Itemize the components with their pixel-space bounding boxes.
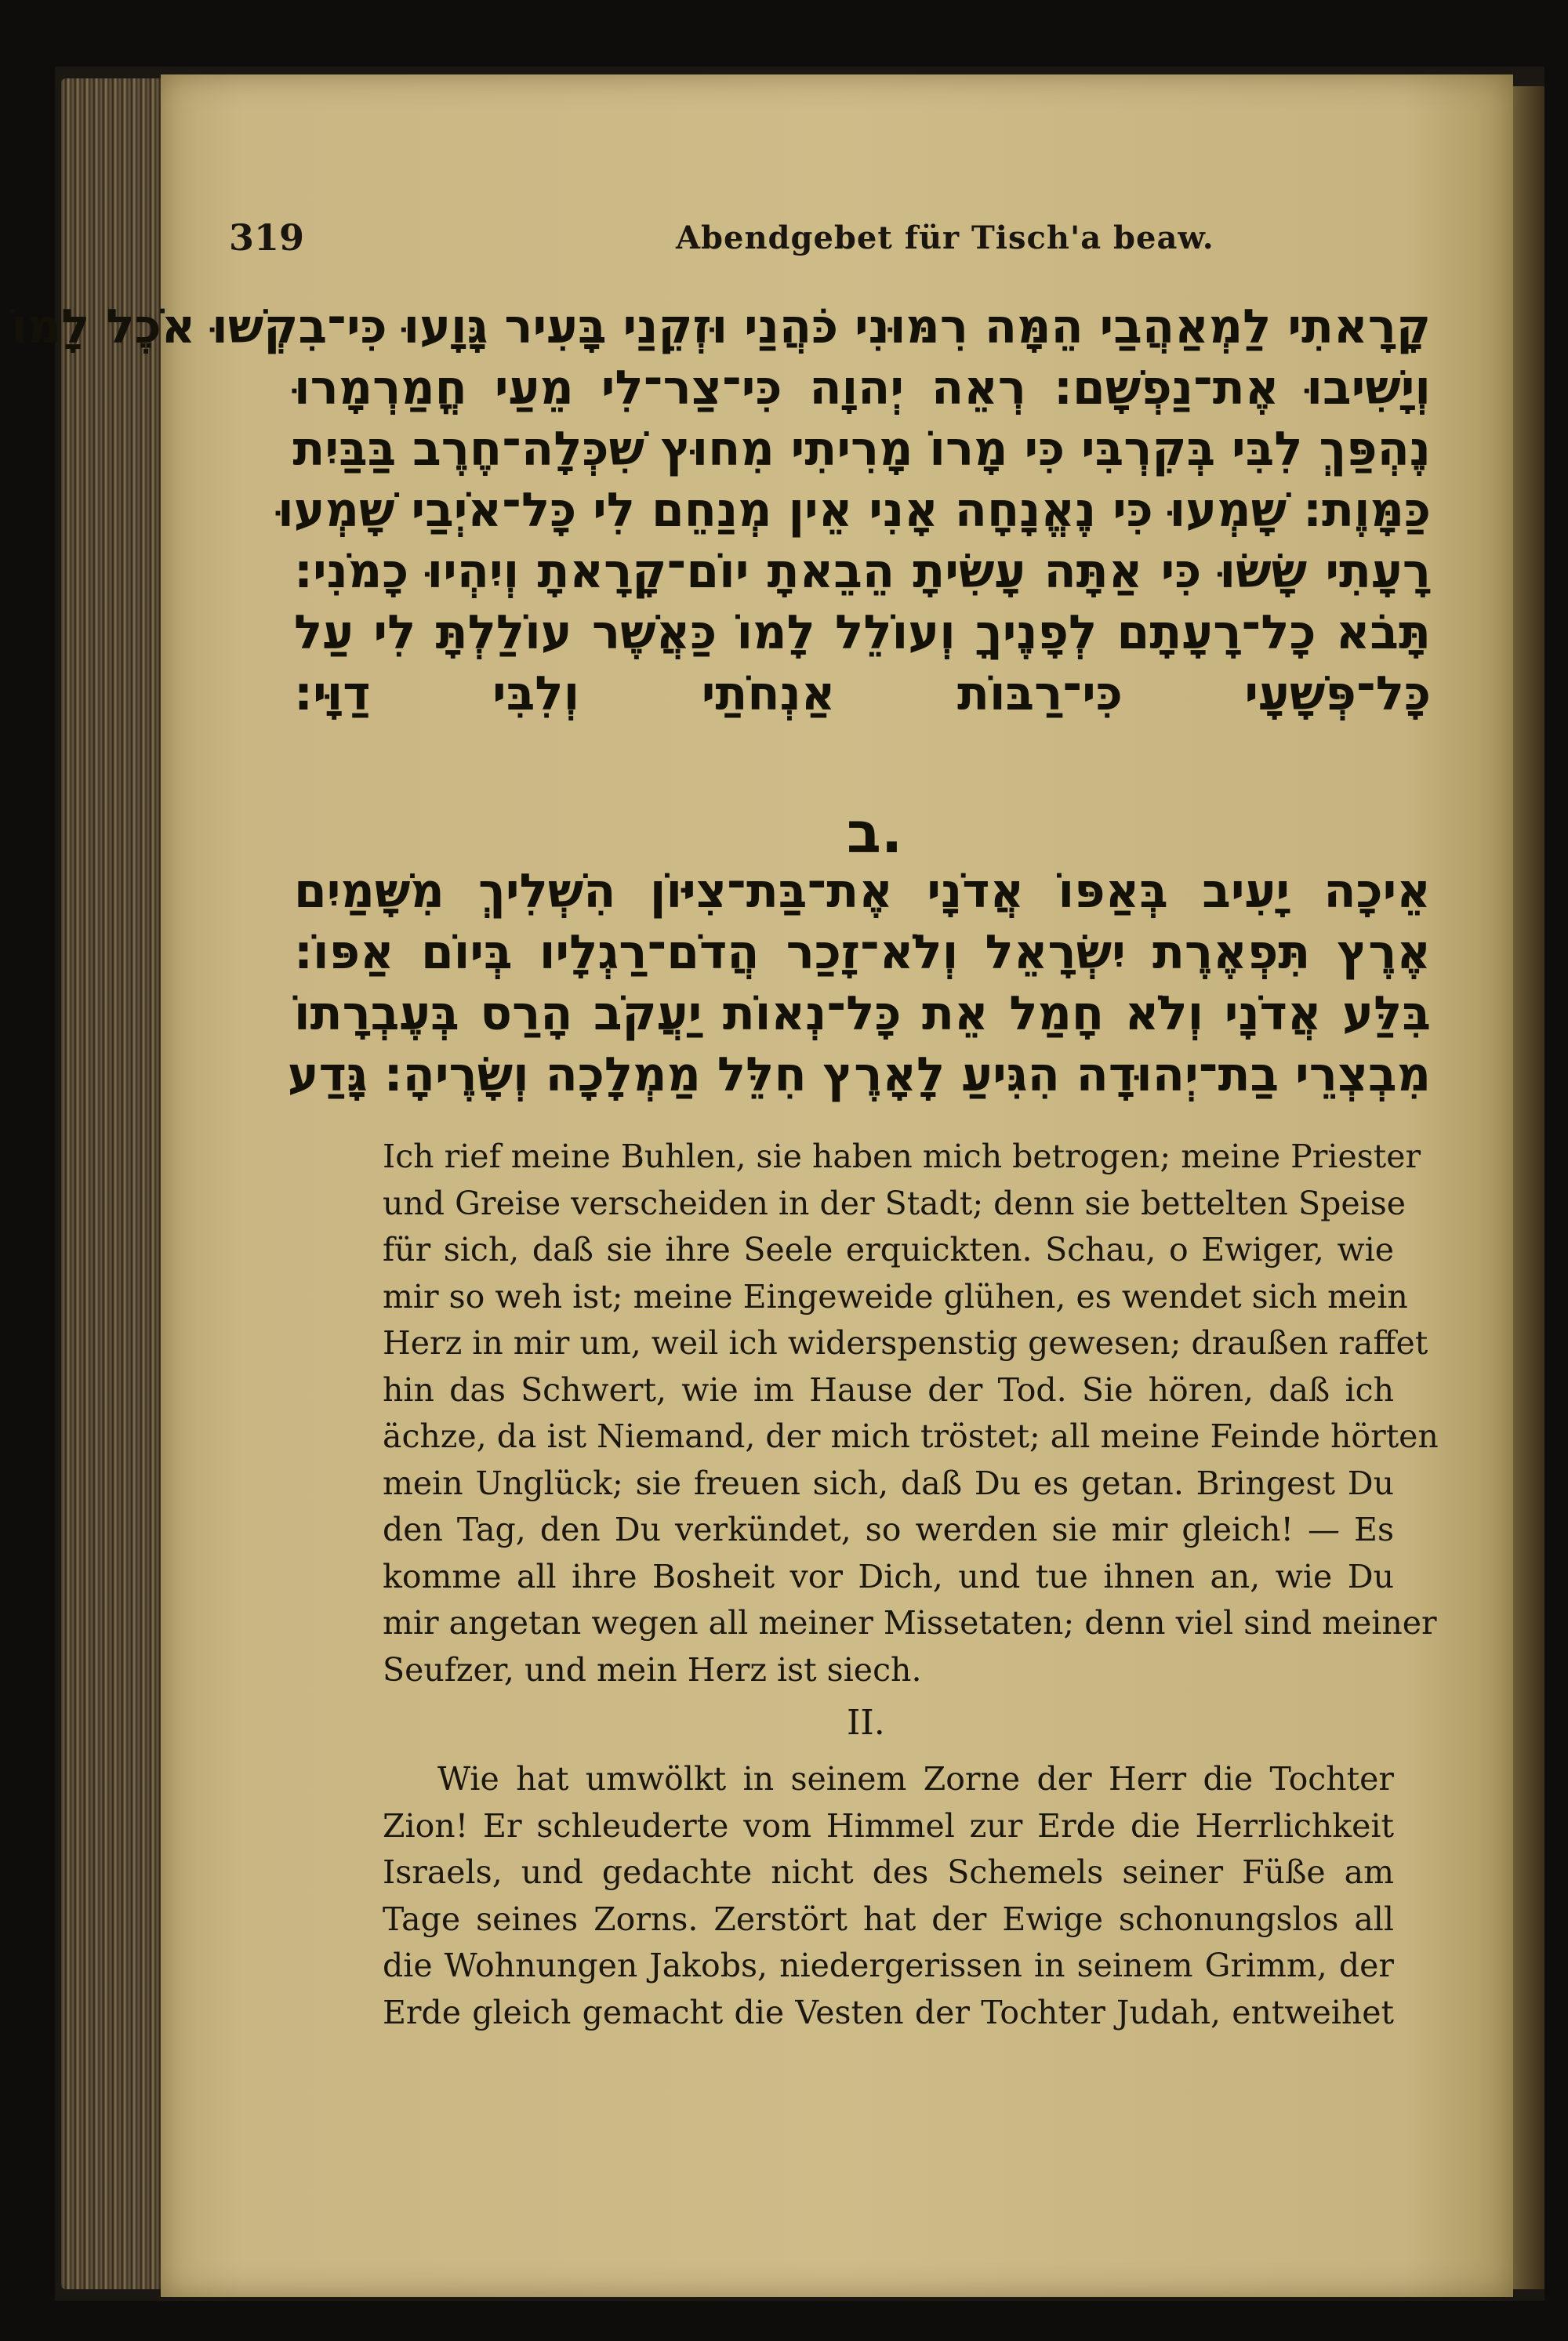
hebrew-line: תָּבֹא כָל־רָעָתָם לְפָנֶיךָ וְעוֹלֵל לָמוֹ כַּאֲשֶׁר עוֹלַלְתָּ לִי עַל: [294, 605, 1431, 660]
hebrew-line: נֶהְפַּךְ לִבִּי בְּקִרְבִּי כִּי מָרוֹ מָרִיתִי מִחוּץ שִׁכְּלָה־חֶרֶב בַּבַּיִת: [292, 422, 1431, 477]
hebrew-text-block-1: [11, 296, 1431, 724]
german-line: den Tag, den Du verkündet, so werden sie mir gleich! — Es: [383, 1511, 1394, 1548]
german-line: Israels, und gedachte nicht des Schemels seiner Füße am: [383, 1853, 1394, 1891]
facing-page-edge: [1513, 86, 1544, 2289]
german-line: ächze, da ist Niemand, der mich tröstet; all meine Feinde hörten: [383, 1417, 1439, 1455]
hebrew-line: רָעָתִי שָׂשׂוּ כִּי אַתָּה עָשִׂיתָ הֵבֵאתָ יוֹם־קָרָאתָ וְיִהְיוּ כָמֹנִי:: [294, 544, 1431, 599]
german-line: Seufzer, und mein Herz ist siech.: [383, 1650, 922, 1689]
german-line: die Wohnungen Jakobs, niedergerissen in seinem Grimm, der: [383, 1947, 1394, 1984]
running-head: Abendgebet für Tisch'a beaw.: [676, 220, 1214, 256]
german-line: Zion! Er schleuderte vom Himmel zur Erde die Herrlichkeit: [383, 1806, 1394, 1845]
hebrew-line: קָרָאתִי לַמְאַהֲבַי הֵמָּה רִמּוּנִי כֹּהֲנַי וּזְקֵנַי בָּעִיר גָּוָעוּ כִּי־בִקְשׁוּ אֹכֶל לָמוֹ: [11, 299, 1431, 354]
german-line: und Greise verscheiden in der Stadt; denn sie bettelten Speise: [383, 1184, 1406, 1222]
german-line: für sich, daß sie ihre Seele erquickten. Schau, o Ewiger, wie: [383, 1231, 1394, 1268]
page-edges: [61, 78, 171, 2289]
hebrew-line: מִבְצְרֵי בַת־יְהוּדָה הִגִּיעַ לָאָרֶץ חִלֵּל מַמְלָכָה וְשָׂרֶיהָ: גָּדַע: [287, 1047, 1431, 1102]
german-translation-block-1: [383, 1134, 1439, 1693]
page-number: 319: [229, 216, 305, 259]
german-line: komme all ihre Bosheit vor Dich, und tue ihnen an, wie Du: [383, 1557, 1394, 1595]
hebrew-text-block-2: [287, 861, 1431, 1105]
german-line: hin das Schwert, wie im Hause der Tod. Sie hören, daß ich: [383, 1370, 1394, 1409]
german-line: Erde gleich gemacht die Vesten der Tochter Judah, entweihet: [383, 1993, 1394, 2031]
hebrew-line: וְיָשִׁיבוּ אֶת־נַפְשָׁם: רְאֵה יְהוָה כִּי־צַר־לִי מֵעַי חֳמַרְמָרוּ: [294, 361, 1431, 416]
hebrew-line: אֵיכָה יָעִיב בְּאַפּוֹ אֲדֹנָי אֶת־בַּת־צִיּוֹן הִשְׁלִיךְ מִשָּׁמַיִם: [294, 864, 1431, 919]
german-line: mir so weh ist; meine Eingeweide glühen, es wendet sich mein: [383, 1277, 1408, 1316]
german-translation-block-2: [383, 1756, 1394, 2036]
hebrew-line: כַּמָּוֶת: שָׁמְעוּ כִּי נֶאֱנָחָה אָנִי אֵין מְנַחֵם לִי כָּל־אֹיְבַי שָׁמְעוּ: [278, 483, 1431, 538]
german-line: Ich rief meine Buhlen, sie haben mich betrogen; meine Priester: [383, 1138, 1421, 1175]
hebrew-line: כָּל־פְּשָׁעָי כִּי־רַבּוֹת אַנְחֹתַי וְלִבִּי דַוָּי:: [294, 666, 1431, 721]
german-line: mein Unglück; sie freuen sich, daß Du es getan. Bringest Du: [383, 1464, 1394, 1502]
german-line: Wie hat umwölkt in seinem Zorne der Herr die Tochter: [437, 1760, 1394, 1798]
german-line: mir angetan wegen all meiner Missetaten; denn viel sind meiner: [383, 1604, 1437, 1642]
hebrew-line: אֶרֶץ תִּפְאֶרֶת יִשְׂרָאֵל וְלֹא־זָכַר הֲדֹם־רַגְלָיו בְּיוֹם אַפּוֹ:: [294, 925, 1431, 980]
german-line: Tage seines Zorns. Zerstört hat der Ewige schonungslos all: [383, 1900, 1394, 1938]
page-header: [229, 216, 1405, 271]
section-numeral: II.: [847, 1703, 885, 1743]
hebrew-line: בִּלַּע אֲדֹנָי וְלֹא חָמַל אֵת כָּל־נְאוֹת יַעֲקֹב הָרַס בְּעֶבְרָתוֹ: [294, 986, 1431, 1041]
german-line: Herz in mir um, weil ich widerspenstig gewesen; draußen raffet: [383, 1324, 1428, 1362]
hebrew-section-letter: ב.: [847, 800, 903, 866]
